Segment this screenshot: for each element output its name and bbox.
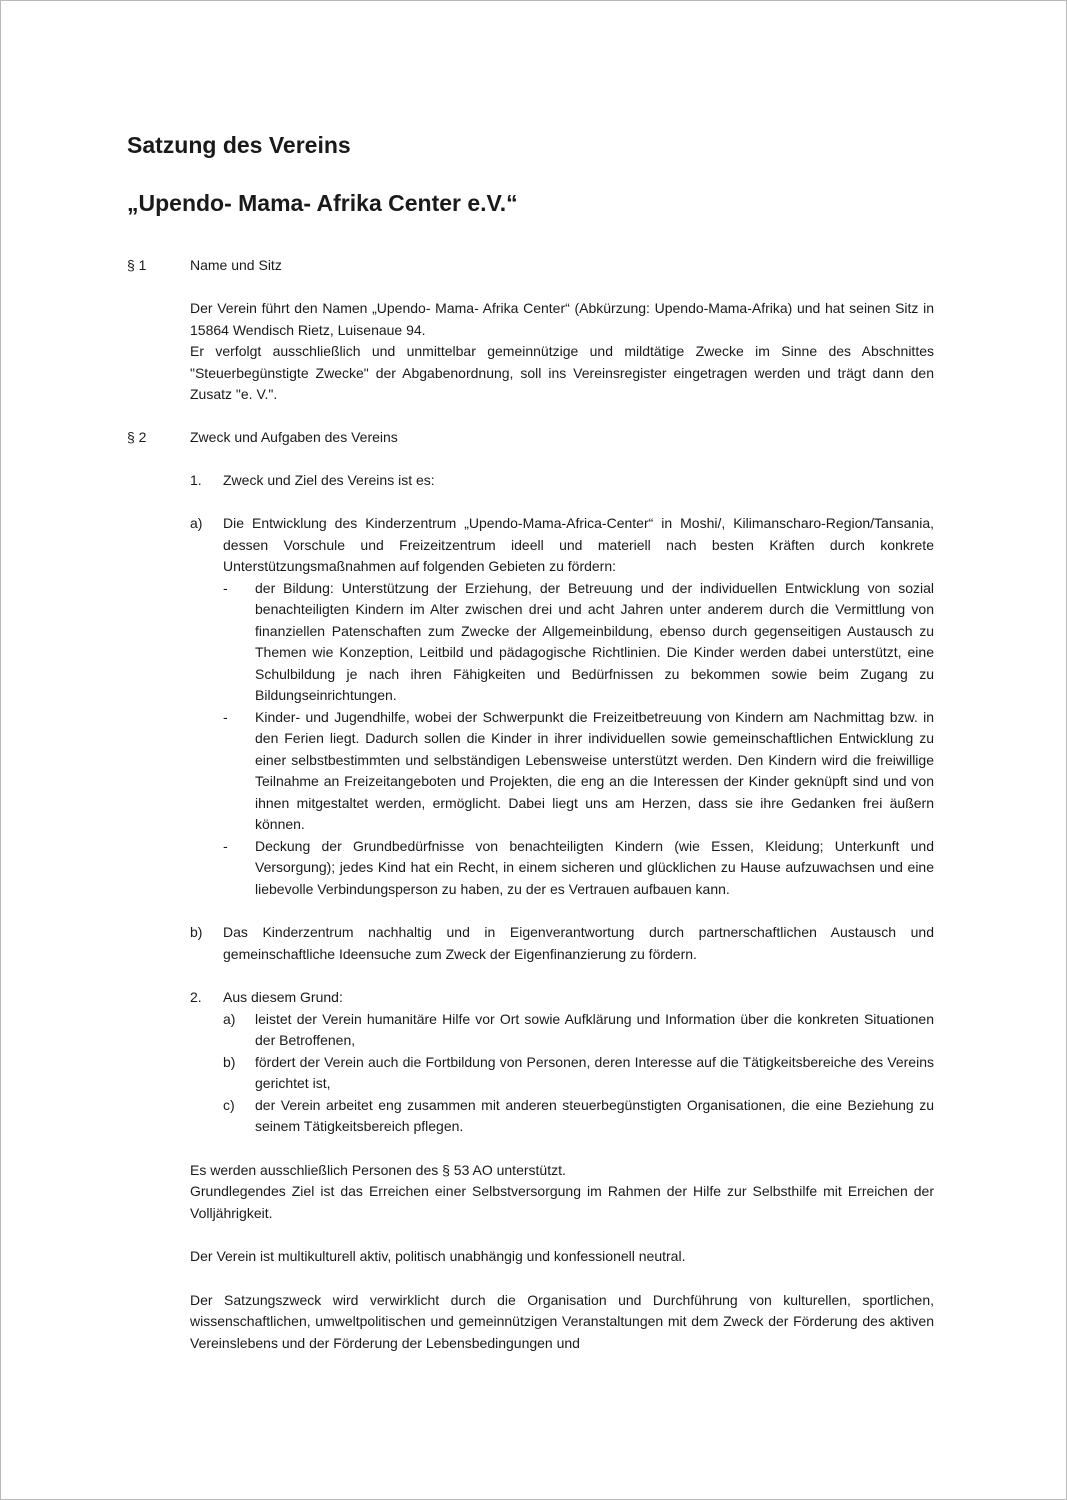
list-item-text: Kinder- und Jugendhilfe, wobei der Schwerpunkt die Freizeitbetreuung von Kindern am Nachmittag bzw. in den Ferien liegt. Dadurch sollen die Kinder in ihrer individuellen sowie gemeinschaftlichen Entwicklung zu einer selbstbestimmten und selbständigen Lebensweise unterstützt werden. Den Kindern wird die freiwillige Teilnahme an Freizeitangeboten und Projekten, die eng an die Interessen der Kinder geknüpft sind und von ihnen mitgestaltet werden, ermöglicht. Dabei liegt uns am Herzen, dass sie ihre Gedanken frei äußern können.	[255, 708, 934, 832]
item-label: 2.	[190, 989, 202, 1005]
closing-paragraph-2: Grundlegendes Ziel ist das Erreichen einer Selbstversorgung im Rahmen der Hilfe zur Selbsthilfe mit Erreichen der Volljährigkeit.	[190, 1183, 934, 1221]
sub-item-2a	[223, 1009, 934, 1052]
item-label: a)	[223, 1010, 236, 1027]
section-number: § 2	[127, 428, 147, 445]
document-body	[127, 130, 934, 1354]
list-item	[223, 707, 934, 836]
item-label: c)	[223, 1096, 235, 1113]
list-item-text: Deckung der Grundbedürfnisse von benachteiligten Kindern (wie Essen, Kleidung; Unterkunft und Versorgung); jedes Kind hat ein Recht, in einem sicheren und glücklichen zu Hause aufzuwachsen und eine liebevolle Verbindungsperson zu haben, zu der es Vertrauen aufbauen kann.	[255, 837, 934, 897]
item-text: der Verein arbeitet eng zusammen mit anderen steuerbegünstigten Organisationen, die eine Beziehung zu seinem Tätigkeitsbereich pflegen.	[255, 1096, 934, 1134]
item-text: Das Kinderzentrum nachhaltig und in Eigenverantwortung durch partnerschaftlichen Austausch und gemeinschaftliche Ideensuche zum Zweck der Eigenfinanzierung zu fördern.	[223, 924, 934, 962]
numbered-item-1	[190, 470, 934, 492]
item-label: b)	[190, 924, 203, 940]
item-label: b)	[223, 1053, 236, 1070]
document-title: Satzung des Vereins	[127, 132, 351, 158]
closing-paragraph-1: Es werden ausschließlich Personen des § 53 AO unterstützt.	[190, 1161, 566, 1178]
item-label: 1.	[190, 471, 202, 488]
dash-marker: -	[223, 579, 228, 596]
item-text: Zweck und Ziel des Vereins ist es:	[223, 471, 435, 488]
sub-item-a	[190, 513, 934, 578]
dash-marker: -	[223, 837, 228, 854]
section-1-paragraph: Der Verein führt den Namen „Upendo- Mama- Afrika Center“ (Abkürzung: Upendo-Mama-Afrika) und hat seinen Sitz in 15864 Wendisch Rietz, Luisenaue 94.	[190, 300, 934, 338]
item-text: fördert der Verein auch die Fortbildung von Personen, deren Interesse auf die Tätigkeitsbereiche des Vereins gerichtet ist,	[255, 1053, 934, 1091]
dash-marker: -	[223, 708, 228, 725]
section-number: § 1	[127, 257, 147, 273]
section-2-heading	[127, 426, 934, 448]
section-title: Name und Sitz	[190, 257, 282, 273]
section-1-paragraph-2: Er verfolgt ausschließlich und unmittelbar gemeinnützige und mildtätige Zwecke im Sinne des Abschnittes "Steuerbegünstigte Zwecke" der Abgabenordnung, soll ins Vereinsregister eingetragen werden und trägt dann den Zusatz "e. V.".	[190, 343, 934, 402]
item-text: leistet der Verein humanitäre Hilfe vor Ort sowie Aufklärung und Information über die konkreten Situationen der Betroffenen,	[255, 1010, 934, 1048]
list-item	[223, 836, 934, 901]
item-label: a)	[190, 515, 203, 531]
item-text: Aus diesem Grund:	[223, 989, 343, 1005]
closing-paragraph-4: Der Satzungszweck wird verwirklicht durch die Organisation und Durchführung von kulturellen, sportlichen, wissenschaftlichen, umweltpolitischen und gemeinnützigen Veranstaltungen mit dem Zweck der Förderung des aktiven Vereinslebens und der Förderung der Lebensbedingungen und	[190, 1291, 934, 1351]
sub-item-2b	[223, 1052, 934, 1095]
item-text: Die Entwicklung des Kinderzentrum „Upendo-Mama-Africa-Center“ in Moshi/, Kilimanscharo-Region/Tansania, dessen Vorschule und Freizeitzentrum ideell und materiell nach besten Kräften durch konkrete Unterstützungsmaßnahmen auf folgenden Gebieten zu fördern:	[223, 515, 934, 574]
section-title: Zweck und Aufgaben des Vereins	[190, 428, 398, 445]
list-item	[223, 578, 934, 707]
list-item-text: der Bildung: Unterstützung der Erziehung, der Betreuung und der individuellen Entwicklung von sozial benachteiligten Kindern im Alter zwischen drei und acht Jahren unter anderem durch die Vermittlung von finanziellen Patenschaften zum Zwecke der Allgemeinbildung, ebenso durch gegenseitigen Austausch zu Themen wie Konzeption, Leitbild und pädagogische Richtlinien. Die Kinder werden dabei unterstützt, eine Schulbildung je nach ihren Fähigkeiten und Bedürfnissen zu bekommen sowie beim Zugang zu Bildungseinrichtungen.	[255, 579, 934, 703]
numbered-item-2	[190, 987, 934, 1009]
association-name: „Upendo- Mama- Afrika Center e.V.“	[127, 190, 518, 216]
closing-paragraph-3: Der Verein ist multikulturell aktiv, politisch unabhängig und konfessionell neutral.	[190, 1248, 686, 1264]
dash-list	[223, 578, 934, 901]
sub-item-b	[190, 922, 934, 965]
section-1-heading	[127, 254, 934, 276]
sub-item-2c	[223, 1095, 934, 1138]
